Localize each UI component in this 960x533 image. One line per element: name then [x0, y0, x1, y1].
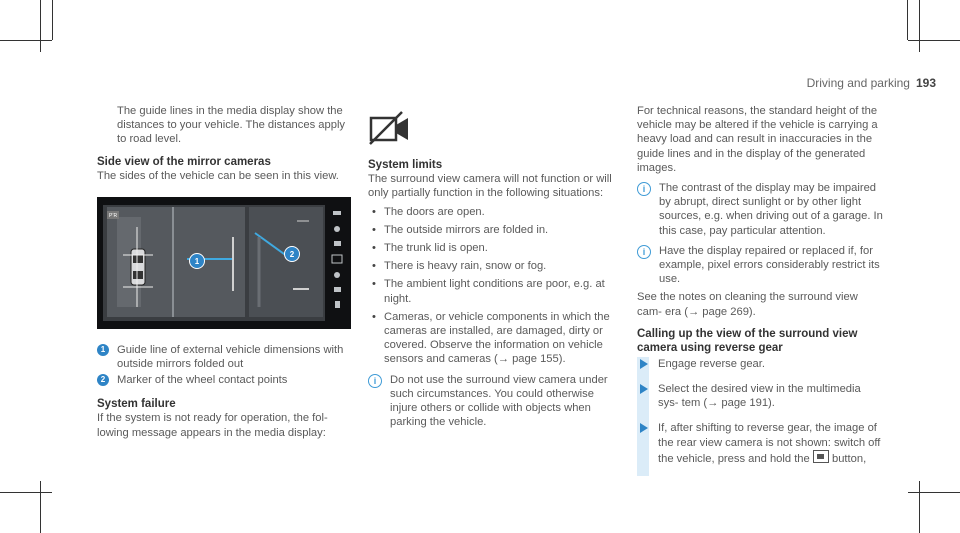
- system-limits-text: The surround view camera will not function or will only partially function in the following situations:: [368, 173, 612, 200]
- calling-up-heading: Calling up the view of the surround view camera using reverse gear: [637, 327, 858, 354]
- step-arrow-icon: [640, 423, 648, 433]
- crop-mark: [907, 0, 908, 40]
- note-block: [637, 181, 884, 238]
- list-item: • There is heavy rain, snow or fog.: [368, 259, 619, 273]
- column-3: [637, 104, 884, 477]
- step-text-end: button,: [831, 452, 867, 465]
- crop-mark: [0, 40, 52, 41]
- legend-number: 2: [97, 374, 109, 386]
- legend-text: Guide line of external vehicle dimensions with outside mirrors folded out: [117, 343, 344, 371]
- crop-mark: [908, 492, 960, 493]
- info-icon: i: [368, 374, 382, 388]
- info-icon: i: [637, 245, 651, 259]
- intro-text: The guide lines in the media display show the distances to your vehicle. The distances apply to road level.: [117, 105, 346, 146]
- page-number: 193: [915, 76, 936, 90]
- legend-item-2: [97, 373, 347, 387]
- note-block: [637, 244, 884, 287]
- list-item: • The outside mirrors are folded in.: [368, 223, 619, 237]
- list-item: • Cameras, or vehicle components in which the cameras are installed, are damaged, dirty or covered. Observe the information on vehicle sensors and cameras (→ page 155).: [368, 310, 619, 367]
- step-list: [637, 357, 884, 466]
- note-text: Have the display repaired or replaced if, for example, pixel errors considerably restrict its use.: [659, 244, 880, 286]
- step-text-container: [658, 421, 884, 466]
- step-text: Engage reverse gear.: [658, 357, 765, 370]
- note-text: The contrast of the display may be impaired by abrupt, direct sunlight or by other light sources, e.g. when driving out of a garage. In this case, pay particular attention.: [659, 182, 883, 237]
- camera-display-image: [97, 197, 351, 329]
- step-arrow-icon: [640, 384, 648, 394]
- marker-1-label: 1: [194, 256, 200, 266]
- side-view-heading: Side view of the mirror cameras: [97, 155, 271, 168]
- list-item: • The trunk lid is open.: [368, 241, 619, 255]
- note-text: Do not use the surround view camera under such circumstances. You could otherwise injure others or collide with objects when parking the vehicle.: [390, 373, 608, 429]
- parking-camera-button-icon: [813, 450, 829, 463]
- crop-mark: [52, 0, 53, 40]
- cleaning-text: See the notes on cleaning the surround view cam- era (→ page 269).: [637, 291, 858, 318]
- info-icon: i: [637, 182, 651, 196]
- marker-2-label: 2: [289, 249, 295, 259]
- step-item: [637, 421, 884, 466]
- step-item: [637, 382, 884, 410]
- technical-text: For technical reasons, the standard height of the vehicle may be altered if the vehicle is carrying a heavy load and can result in inaccuracies in the guide lines and in the display of the generated images.: [637, 105, 878, 174]
- system-limits-heading: System limits: [368, 159, 443, 172]
- crop-mark: [40, 0, 41, 52]
- step-arrow-icon: [640, 359, 648, 369]
- side-view-text: The sides of the vehicle can be seen in this view.: [97, 169, 339, 182]
- legend-item-1: [97, 343, 347, 371]
- list-item: • The ambient light conditions are poor, e.g. at night.: [368, 277, 619, 305]
- step-text: If, after shifting to reverse gear, the image of the rear view camera is not shown: switch off the vehicle, press and hold the: [658, 422, 881, 465]
- camera-off-icon: [368, 110, 619, 150]
- column-2: [368, 104, 619, 429]
- system-failure-heading: System failure: [97, 398, 176, 411]
- step-text: Select the desired view in the multimedia sys- tem (→ page 191).: [658, 383, 861, 410]
- crop-mark: [919, 481, 920, 533]
- step-item: [637, 357, 884, 371]
- crop-mark: [919, 0, 920, 52]
- legend-text: Marker of the wheel contact points: [117, 374, 288, 387]
- note-block: [368, 373, 619, 430]
- corner-label: P’R: [109, 212, 118, 219]
- limits-list: [368, 205, 619, 367]
- crop-mark: [40, 481, 41, 533]
- camera-view-graphic: [97, 197, 351, 329]
- column-1: [97, 104, 347, 440]
- crop-mark: [908, 40, 960, 41]
- list-item: • The doors are open.: [368, 205, 619, 219]
- section-title: Driving and parking: [806, 76, 910, 90]
- legend-number: 1: [97, 344, 109, 356]
- page-header: [807, 76, 936, 90]
- crop-mark: [0, 492, 52, 493]
- system-failure-text: If the system is not ready for operation, the fol- lowing message appears in the media display:: [97, 412, 328, 439]
